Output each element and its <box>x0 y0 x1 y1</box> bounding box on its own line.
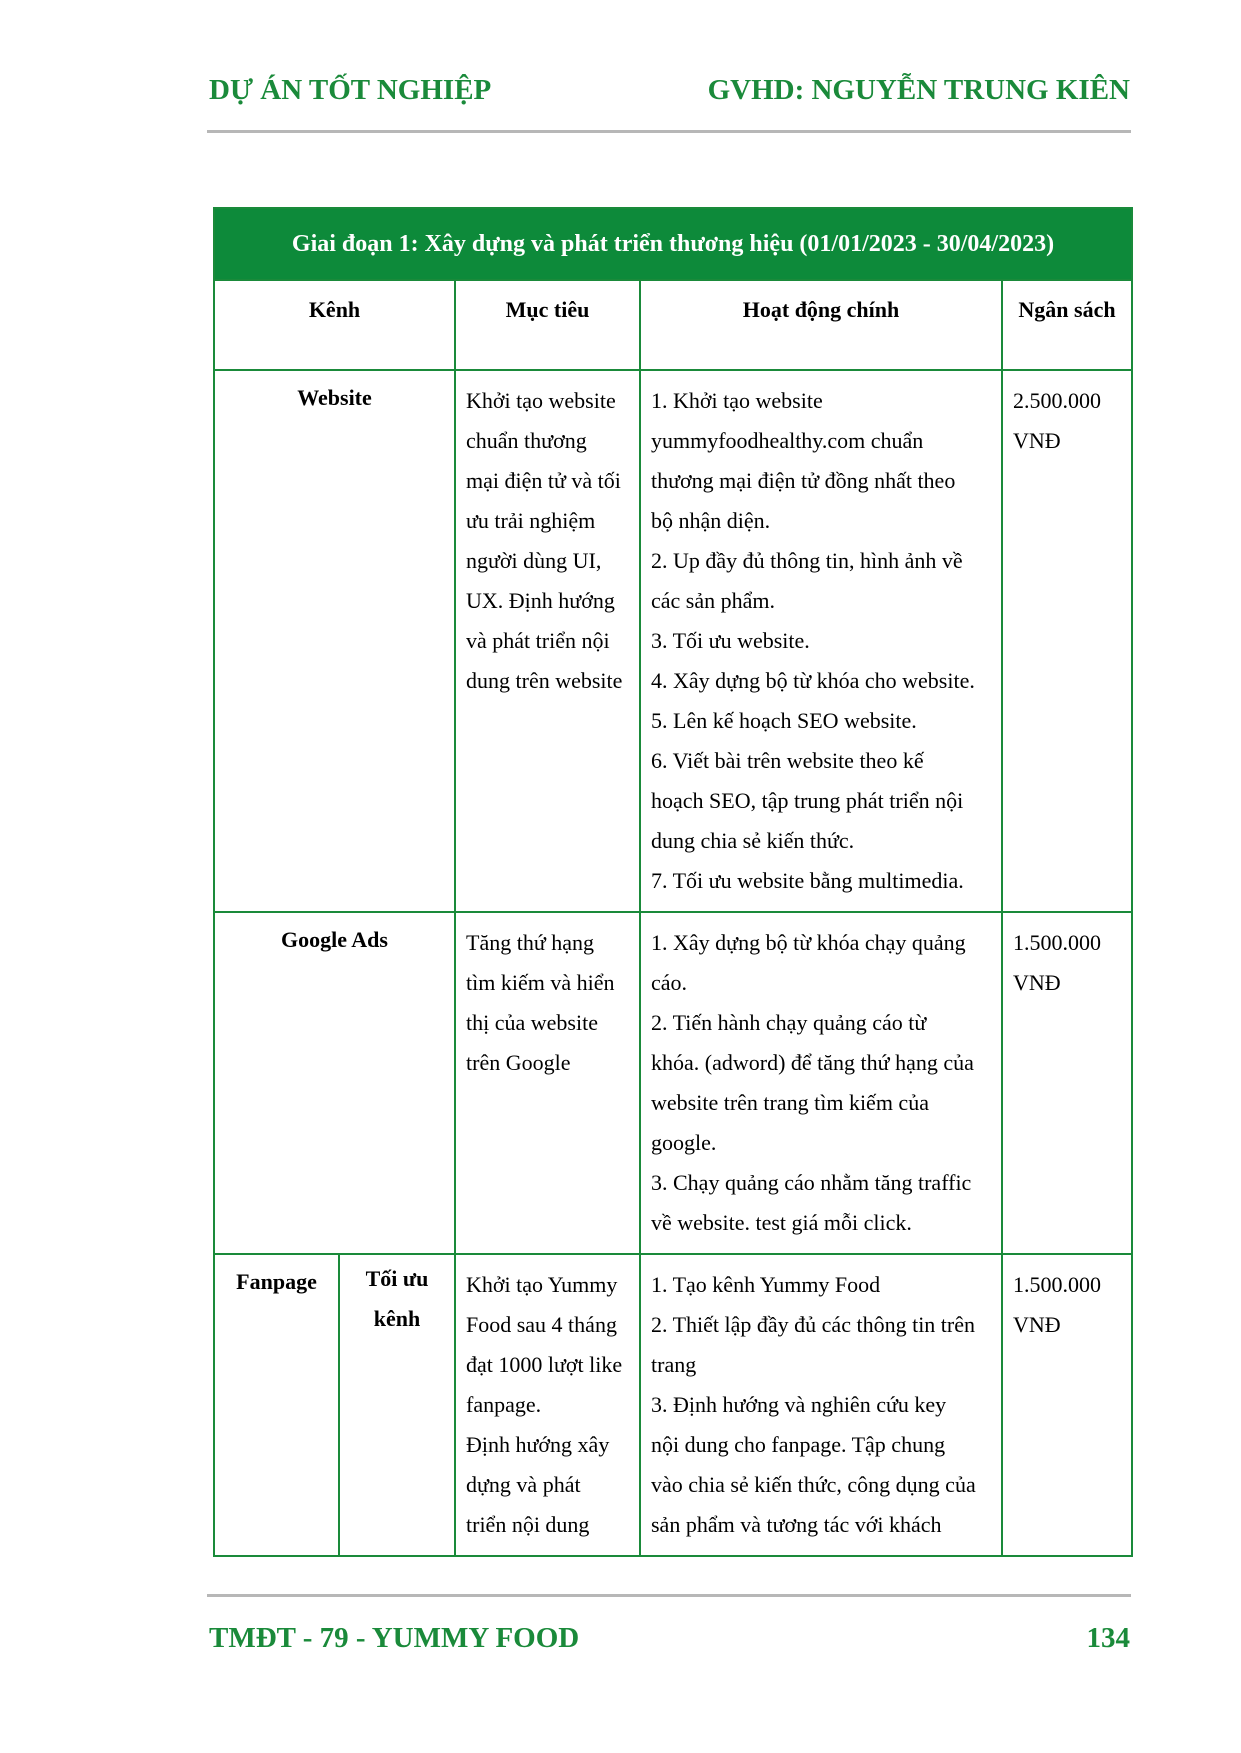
cell-line: bộ nhận diện. <box>651 508 771 533</box>
header-advisor: GVHD: NGUYỄN TRUNG KIÊN <box>707 74 1130 106</box>
cell-line: Tối ưu <box>365 1266 429 1291</box>
cell-line: Khởi tạo Yummy <box>466 1272 618 1297</box>
cell-line: cáo. <box>651 970 688 995</box>
cell-line: Food sau 4 tháng <box>466 1312 617 1337</box>
channel-cell: Website <box>214 370 455 912</box>
activities-cell <box>640 1254 1002 1556</box>
cell-line: yummyfoodhealthy.com chuẩn <box>651 428 924 453</box>
activities-cell <box>640 912 1002 1254</box>
cell-line: thị của website <box>466 1010 598 1035</box>
budget-cell <box>1002 912 1132 1254</box>
column-header-activities: Hoạt động chính <box>640 280 1002 370</box>
page-number: 134 <box>1086 1622 1130 1654</box>
cell-line: VNĐ <box>1013 970 1061 995</box>
cell-line: 1.500.000 <box>1013 1272 1101 1297</box>
cell-line: nội dung cho fanpage. Tập chung <box>651 1432 946 1457</box>
cell-line: các sản phẩm. <box>651 588 775 613</box>
goal-cell <box>455 912 640 1254</box>
cell-line: google. <box>651 1130 717 1155</box>
cell-line: vào chia sẻ kiến thức, công dụng của <box>651 1472 976 1497</box>
column-header-channel: Kênh <box>214 280 455 370</box>
cell-line: triển nội dung <box>466 1512 590 1537</box>
goal-cell <box>455 1254 640 1556</box>
budget-cell <box>1002 1254 1132 1556</box>
cell-line: hoạch SEO, tập trung phát triển nội <box>651 788 964 813</box>
cell-line: dung trên website <box>466 668 623 693</box>
cell-line: fanpage. <box>466 1392 542 1417</box>
cell-line: website trên trang tìm kiếm của <box>651 1090 929 1115</box>
footer-project-code: TMĐT - 79 - YUMMY FOOD <box>209 1622 580 1654</box>
cell-line: sản phẩm và tương tác với khách <box>651 1512 942 1537</box>
cell-line: thương mại điện tử đồng nhất theo <box>651 468 956 493</box>
cell-line: 6. Viết bài trên website theo kế <box>651 748 924 773</box>
cell-line: 1. Xây dựng bộ từ khóa chạy quảng <box>651 930 966 955</box>
cell-line: trang <box>651 1352 697 1377</box>
table-row <box>214 370 1132 912</box>
cell-line: UX. Định hướng <box>466 588 615 613</box>
cell-line: và phát triển nội <box>466 628 610 653</box>
channel-cell: Google Ads <box>214 912 455 1254</box>
cell-line: Khởi tạo website <box>466 388 616 413</box>
cell-line: về website. test giá mỗi click. <box>651 1210 912 1235</box>
cell-line: VNĐ <box>1013 428 1061 453</box>
cell-line: dựng và phát <box>466 1472 581 1497</box>
header-project-title: DỰ ÁN TỐT NGHIỆP <box>209 74 492 106</box>
cell-line: trên Google <box>466 1050 571 1075</box>
plan-table <box>213 207 1133 1557</box>
table-row <box>214 1254 1132 1556</box>
cell-line: 1.500.000 <box>1013 930 1101 955</box>
cell-line: 2.500.000 <box>1013 388 1101 413</box>
column-header-budget: Ngân sách <box>1002 280 1132 370</box>
cell-line: VNĐ <box>1013 1312 1061 1337</box>
cell-line: 1. Tạo kênh Yummy Food <box>651 1272 881 1297</box>
cell-line: Định hướng xây <box>466 1432 610 1457</box>
cell-line: 5. Lên kế hoạch SEO website. <box>651 708 917 733</box>
cell-line: chuẩn thương <box>466 428 587 453</box>
channel-cell: Fanpage <box>214 1254 339 1556</box>
cell-line: 4. Xây dựng bộ từ khóa cho website. <box>651 668 975 693</box>
cell-line: 3. Chạy quảng cáo nhằm tăng traffic <box>651 1170 972 1195</box>
footer-divider <box>207 1594 1131 1597</box>
activities-cell <box>640 370 1002 912</box>
cell-line: 2. Up đầy đủ thông tin, hình ảnh về <box>651 548 963 573</box>
cell-line: 3. Tối ưu website. <box>651 628 810 653</box>
table-title: Giai đoạn 1: Xây dựng và phát triển thương hiệu (01/01/2023 - 30/04/2023) <box>214 208 1132 280</box>
subchannel-cell <box>339 1254 455 1556</box>
header-divider <box>207 130 1131 133</box>
cell-line: người dùng UI, <box>466 548 602 573</box>
cell-line: mại điện tử và tối <box>466 468 621 493</box>
column-header-goal: Mục tiêu <box>455 280 640 370</box>
cell-line: 2. Tiến hành chạy quảng cáo từ <box>651 1010 927 1035</box>
cell-line: Tăng thứ hạng <box>466 930 595 955</box>
cell-line: 2. Thiết lập đầy đủ các thông tin trên <box>651 1312 976 1337</box>
budget-cell <box>1002 370 1132 912</box>
cell-line: đạt 1000 lượt like <box>466 1352 623 1377</box>
cell-line: kênh <box>373 1306 421 1331</box>
cell-line: 1. Khởi tạo website <box>651 388 823 413</box>
table-row <box>214 912 1132 1254</box>
cell-line: 3. Định hướng và nghiên cứu key <box>651 1392 947 1417</box>
cell-line: dung chia sẻ kiến thức. <box>651 828 855 853</box>
cell-line: khóa. (adword) để tăng thứ hạng của <box>651 1050 974 1075</box>
cell-line: 7. Tối ưu website bằng multimedia. <box>651 868 964 893</box>
cell-line: ưu trải nghiệm <box>466 508 596 533</box>
cell-line: tìm kiếm và hiển <box>466 970 615 995</box>
goal-cell <box>455 370 640 912</box>
